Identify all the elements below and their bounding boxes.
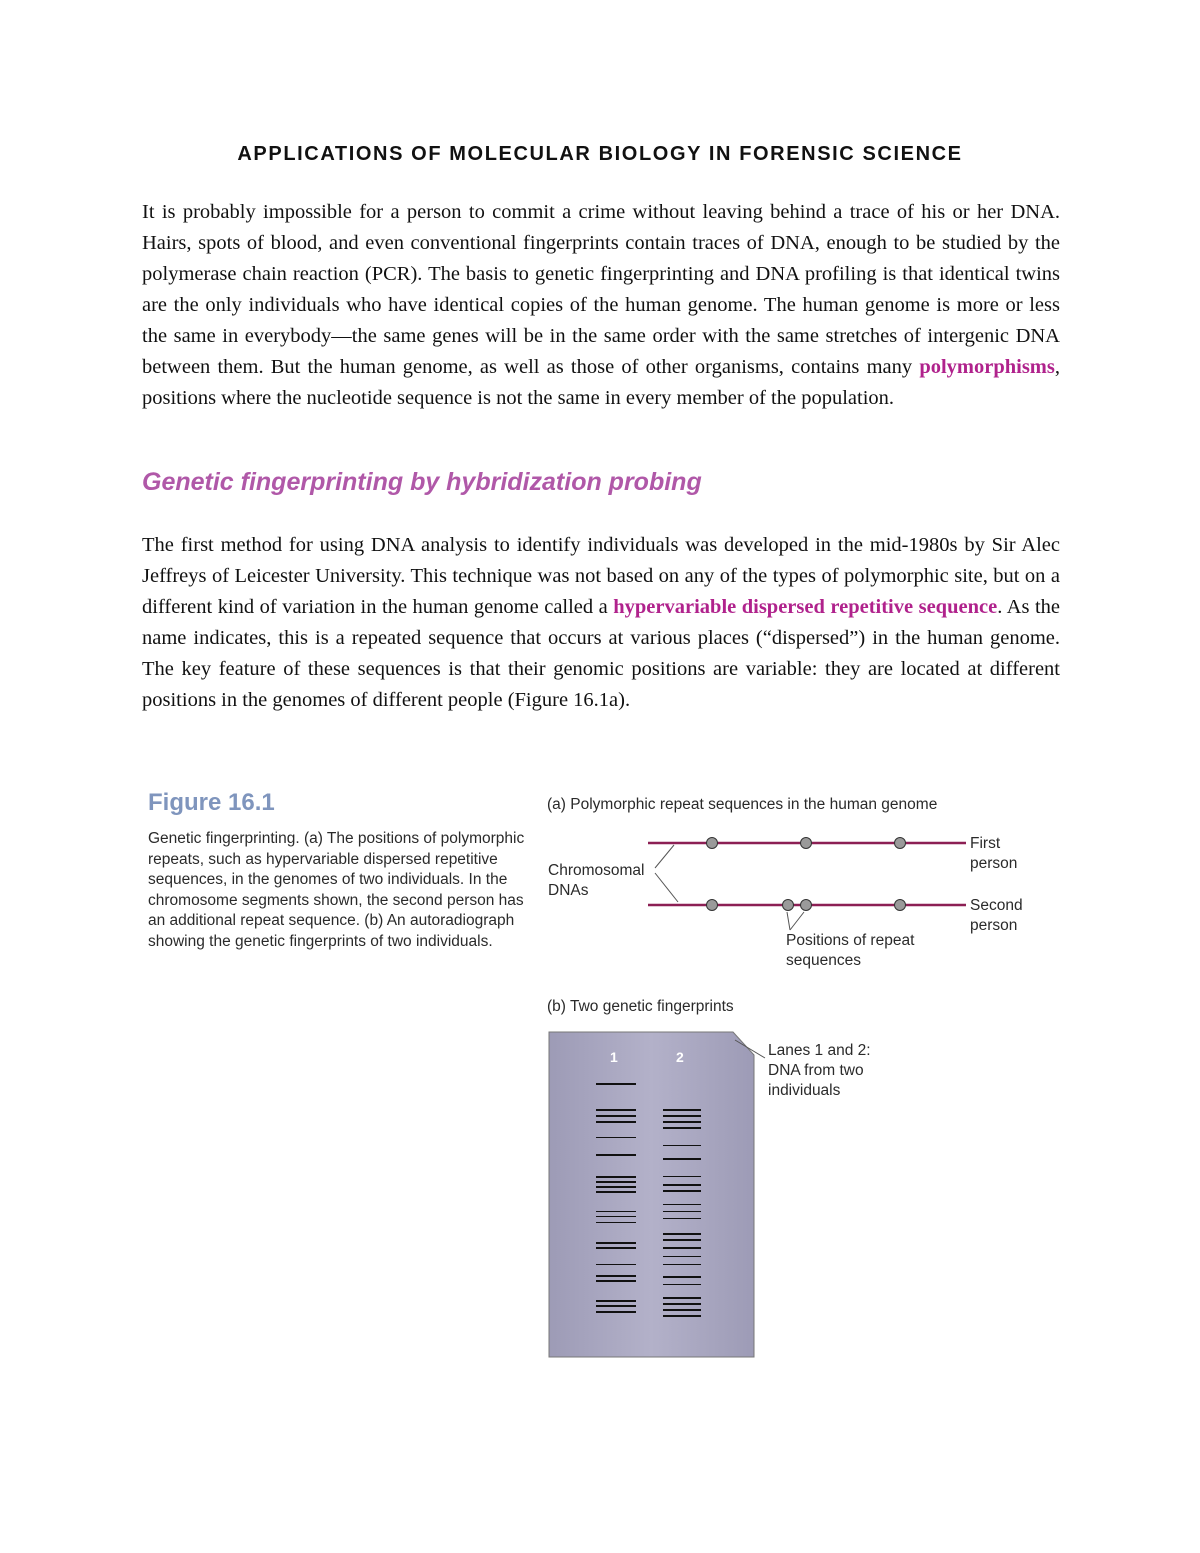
repeat-marker (801, 838, 812, 849)
gel-band (663, 1127, 701, 1129)
positions-pointer-left (787, 912, 790, 930)
gel-band (596, 1186, 636, 1188)
gel-band (663, 1211, 701, 1212)
gel-band (596, 1242, 636, 1244)
document-title: APPLICATIONS OF MOLECULAR BIOLOGY IN FORENSIC SCIENCE (237, 143, 963, 165)
gel-band (663, 1184, 701, 1186)
panel-b-label: (b) Two genetic fingerprints (547, 998, 734, 1015)
gel-band (663, 1176, 701, 1177)
gel-band (596, 1121, 636, 1123)
gel-band (596, 1275, 636, 1277)
gel-band (663, 1233, 701, 1235)
lane-number: 2 (676, 1049, 684, 1065)
method-text-before: The first method for using DNA analysis to identify individuals was developed in the mid-1980s by Sir Alec Jeffreys of Leicester University. This technique was not based on any of the types of polymorphic site, but on a different kind of variation in the human genome called a (142, 534, 1060, 618)
chromosomal-dnas-label: Chromosomal DNAs (548, 862, 645, 899)
intro-text-after: , positions where the nucleotide sequence is not the same in every member of the population. (142, 356, 1060, 409)
autoradiograph-gel (549, 1032, 754, 1357)
gel-band (596, 1109, 636, 1111)
gel-band (596, 1305, 636, 1307)
repeat-marker (895, 900, 906, 911)
second-person-label: Second person (970, 897, 1023, 934)
gel-band (596, 1311, 636, 1313)
method-text-after: . As the name indicates, this is a repeated sequence that occurs at various places (“dispersed”) in the human genome. The key feature of these sequences is that their genomic positions are variable: they are located at different positions in the genomes of different people (Figure 16.1a). (142, 596, 1060, 711)
section-heading: Genetic fingerprinting by hybridization probing (142, 468, 702, 496)
gel-band (663, 1309, 701, 1311)
gel-band (596, 1247, 636, 1249)
gel-band (596, 1181, 636, 1183)
gel-band (663, 1247, 701, 1249)
repeat-positions-label: Positions of repeat sequences (786, 932, 915, 969)
gel-band (663, 1190, 701, 1192)
gel-band (663, 1276, 701, 1278)
first-person-label: First person (970, 835, 1018, 872)
gel-band (663, 1284, 701, 1285)
gel-band (663, 1264, 701, 1265)
repeat-marker (707, 900, 718, 911)
gel-band (596, 1083, 636, 1085)
term-polymorphisms: polymorphisms (919, 356, 1055, 378)
intro-text-before: It is probably impossible for a person to commit a crime without leaving behind a trace of his or her DNA. Hairs, spots of blood, and even conventional fingerprints contain traces of DNA, enough to be studied by the polymerase chain reaction (PCR). The basis to genetic fingerprinting and DNA profiling is that identical twins are the only individuals who have identical copies of the human genome. The human genome is more or less the same in everybody—the same genes will be in the same order with the same stretches of intergenic DNA between them. But the human genome, as well as those of other organisms, contains many (142, 201, 1060, 378)
gel-band (596, 1216, 636, 1217)
repeat-marker (783, 900, 794, 911)
gel-band (663, 1145, 701, 1146)
gel-band (663, 1239, 701, 1241)
gel-band (596, 1176, 636, 1178)
gel-band (663, 1204, 701, 1205)
gel-band (596, 1300, 636, 1302)
gel-band (663, 1109, 701, 1111)
figure-title: Figure 16.1 (148, 789, 275, 816)
gel-band (663, 1303, 701, 1305)
panel-a-label: (a) Polymorphic repeat sequences in the human genome (547, 796, 938, 813)
gel-band (663, 1315, 701, 1317)
gel-band (663, 1256, 701, 1257)
gel-band (596, 1280, 636, 1282)
gel-band (663, 1218, 701, 1219)
positions-pointer-right (790, 912, 804, 930)
gel-band (596, 1115, 636, 1117)
gel-band (663, 1121, 701, 1123)
figure-caption: Genetic fingerprinting. (a) The positions of polymorphic repeats, such as hypervariable dispersed repetitive sequences, in the genomes of two individuals. In the chromosome segments shown, the second person has an additional repeat sequence. (b) An autoradiograph showing the genetic fingerprints of two individuals. (148, 830, 525, 950)
gel-band (596, 1211, 636, 1212)
gel-band (663, 1297, 701, 1299)
gel-band (596, 1222, 636, 1223)
lane-number: 1 (610, 1049, 618, 1065)
gel-band (663, 1158, 701, 1160)
gel-band (596, 1154, 636, 1156)
repeat-marker (801, 900, 812, 911)
repeat-marker (895, 838, 906, 849)
gel-band (663, 1115, 701, 1117)
repeat-marker (707, 838, 718, 849)
lanes-description-label: Lanes 1 and 2: DNA from two individuals (768, 1042, 871, 1099)
gel-band (596, 1191, 636, 1193)
gel-band (596, 1137, 636, 1138)
term-hypervariable-sequence: hypervariable dispersed repetitive sequence (613, 596, 998, 618)
gel-band (596, 1264, 636, 1265)
